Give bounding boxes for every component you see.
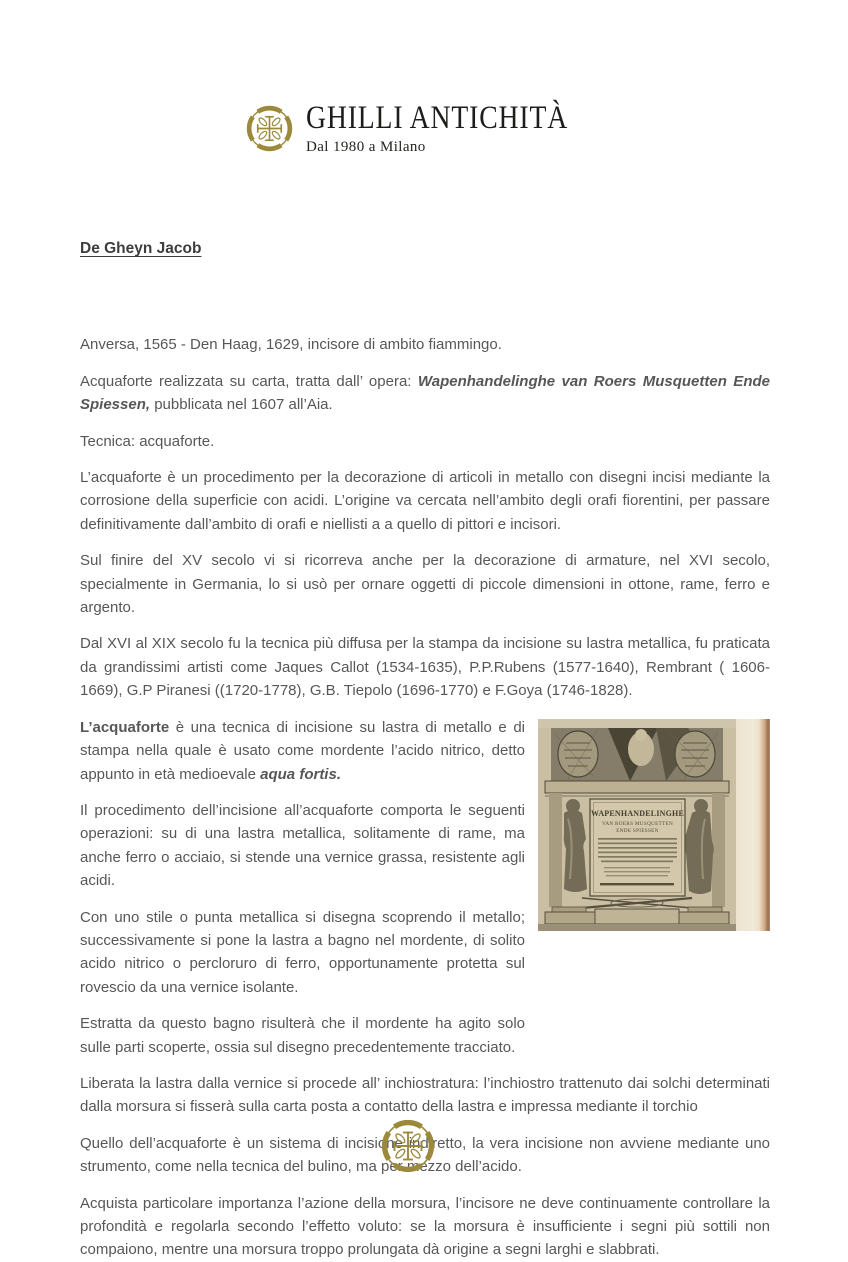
paragraph-storia-1: L’acquaforte è un procedimento per la decorazione di articoli in metallo con disegni incisi mediante la corrosione della superficie con acidi. L’origine va cercata nell’ambito degli orafi fiorentini, per passare definitivamente dall’ambito di orafi e niellisti a a quello di pittori e incisori. — [80, 469, 770, 533]
book-page-edge — [736, 719, 770, 931]
article — [80, 237, 770, 1262]
paragraph-procedimento-6: Acquista particolare importanza l’azione della morsura, l’incisore ne deve continuamente controllare la profondità e regolarla secondo l’effetto voluto: se la morsura è insufficiente i segni più sottili non compaiono, mentre una morsura troppo prolungata dà origine a segni larghi e slabbrati. — [80, 1194, 770, 1259]
paragraph-procedimento-4: Liberata la lastra dalla vernice si procede all’ inchiostratura: l’inchiostro trattenuto dai solchi determinati dalla morsura si fisserà sulla carta posta a contatto della lastra e impressa mediante il torchio — [80, 1074, 770, 1116]
brand-text — [306, 102, 618, 156]
artist-title: De Gheyn Jacob — [80, 240, 202, 257]
etching-frontispiece-image — [538, 719, 736, 931]
paragraph-opera — [80, 370, 770, 417]
etching-photo — [538, 719, 770, 931]
opera-post: pubblicata nel 1607 all’Aia. — [150, 396, 333, 414]
plate-title-line-1: WAPENHANDELINGHE — [591, 808, 684, 818]
aqua-fortis: aqua fortis. — [260, 765, 341, 783]
definizione-lead: L’acquaforte — [80, 718, 170, 736]
plate-title-line-2: VAN ROERS MUSQUETTEN — [601, 820, 674, 827]
brand-header — [246, 102, 618, 156]
definizione-mid: è una tecnica di incisione su lastra di metallo e di stampa nella quale è usato come mordente l’acido nitrico, detto appunto in età medioevale — [80, 718, 525, 783]
brand-name: GHILLI ANTICHITÀ — [306, 100, 569, 136]
paragraph-bio: Anversa, 1565 - Den Haag, 1629, incisore di ambito fiammingo. — [80, 336, 502, 354]
opera-title: Wapenhandelinghe van Roers Musquetten Ende Spiessen, — [80, 372, 770, 414]
paragraph-procedimento-5: Quello dell’acquaforte è un sistema di incisione indiretto, la vera incisione non avviene mediante uno strumento, come nella tecnica del bulino, ma per mezzo dell’acido. — [80, 1134, 770, 1176]
brand-tagline: Dal 1980 a Milano — [306, 138, 426, 155]
footer — [381, 1119, 435, 1178]
ghilli-emblem-icon — [381, 1160, 435, 1177]
paragraph-procedimento-3: Estratta da questo bagno risulterà che il mordente ha agito solo sulle parti scoperte, ossia sul disegno precedentemente tracciato. — [80, 1015, 525, 1056]
narrow-text-column — [80, 716, 525, 1059]
plate-title-line-3: ENDE SPIESSEN — [616, 827, 659, 834]
paragraph-procedimento-1: Il procedimento dell’incisione all’acquaforte comporta le seguenti operazioni: su di una lastra metallica, solitamente di rame, ma anche ferro o acciaio, si stende una vernice grassa, resistente agli acidi. — [80, 801, 525, 890]
paragraph-storia-3: Dal XVI al XIX secolo fu la tecnica più diffusa per la stampa da incisione su lastra metallica, fu praticata da grandissimi artisti come Jaques Callot (1534-1635), P.P.Rubens (1577-1640), Rembrant ( 1606-1669), G.P Piranesi ((1720-1778), G.B. Tiepolo (1696-1770) e F.Goya (1746-1828). — [80, 635, 770, 700]
ghilli-emblem-icon — [246, 105, 293, 152]
paragraph-tecnica: Tecnica: acquaforte. — [80, 432, 215, 450]
paragraph-procedimento-2: Con uno stile o punta metallica si disegna scoprendo il metallo; successivamente si pone la lastra a bagno nel mordente, di solito acido nitrico o percloruro di ferro, opportunamente protetta sul rovescio da una vernice isolante. — [80, 908, 525, 996]
opera-pre: Acquaforte realizzata su carta, tratta dall’ opera: — [80, 372, 418, 390]
text-and-photo-row — [80, 716, 770, 1059]
paragraph-storia-2: Sul finire del XV secolo vi si ricorreva anche per la decorazione di armature, nel XVI secolo, specialmente in Germania, lo si usò per ornare oggetti di piccole dimensioni in ottone, rame, ferro e argento. — [80, 552, 770, 617]
paragraph-definizione — [80, 716, 525, 786]
